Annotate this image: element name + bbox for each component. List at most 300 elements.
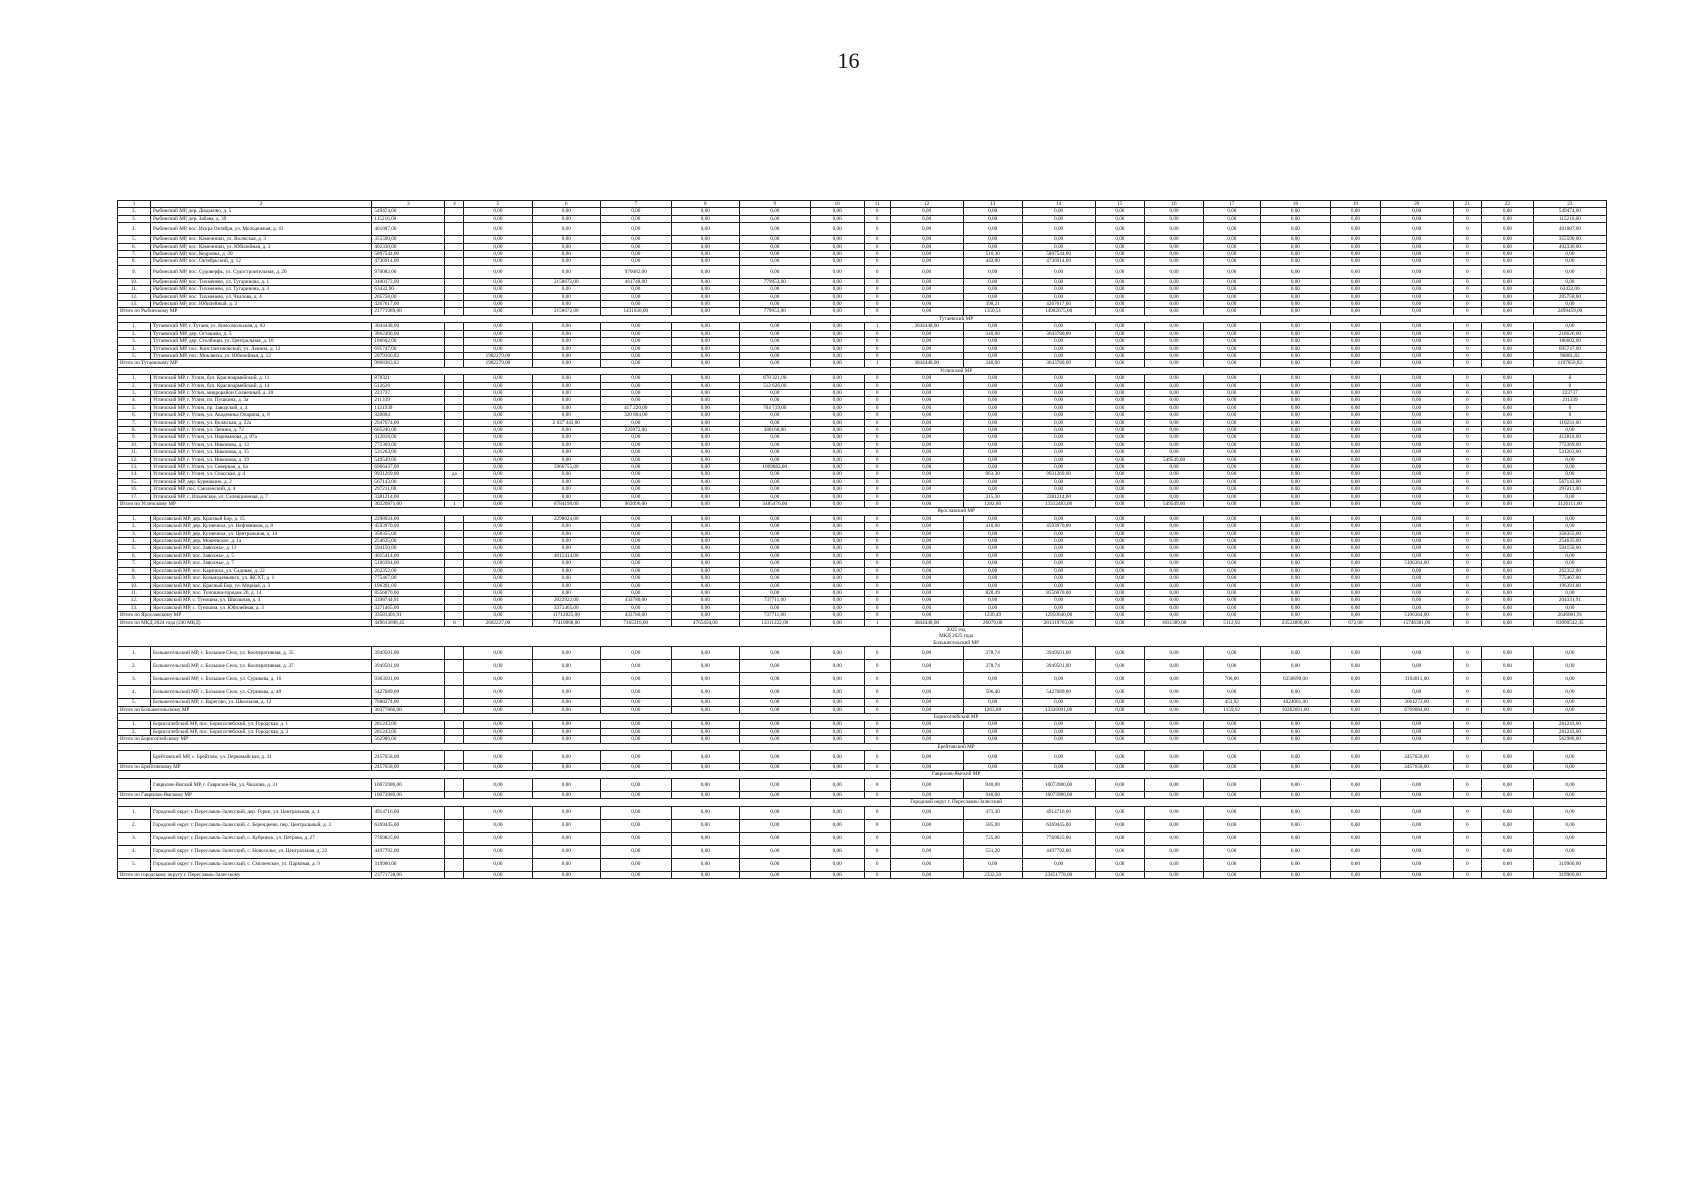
cell: 254635,00 <box>1533 538 1606 545</box>
cell: 0,00 <box>464 858 532 871</box>
cell: 506,40 <box>963 686 1022 699</box>
cell: 0,00 <box>1095 236 1144 243</box>
cell: 0,00 <box>1022 560 1095 567</box>
cell: 0,00 <box>1533 660 1606 673</box>
cell: 0,00 <box>810 338 864 345</box>
cell: 0,00 <box>464 523 532 530</box>
section-spacer <box>118 626 891 633</box>
table-row <box>118 251 1607 258</box>
cell: 0,00 <box>1533 706 1606 713</box>
cell: 0,00 <box>1022 375 1095 382</box>
cell: 0,00 <box>739 493 810 500</box>
cell: 0 <box>864 706 890 713</box>
cell: 12950040,00 <box>1022 612 1095 619</box>
cell: 549549,00 <box>372 456 445 463</box>
cell: 23524890,00 <box>1260 619 1331 626</box>
cell: 4765450,00 <box>671 619 739 626</box>
cell: 0,00 <box>1095 397 1144 404</box>
cell: 0,00 <box>600 330 671 337</box>
cell <box>445 215 464 222</box>
cell: 0,00 <box>1022 215 1095 222</box>
cell: 0,00 <box>600 806 671 819</box>
cell: 0,00 <box>810 412 864 419</box>
cell: 0 <box>1453 441 1481 448</box>
cell: 0,00 <box>532 265 600 278</box>
cell: 0,00 <box>1203 338 1260 345</box>
cell: 0,00 <box>963 441 1022 448</box>
cell <box>445 208 464 215</box>
cell: 0,00 <box>1481 819 1533 832</box>
row-number: 16. <box>118 486 151 493</box>
cell: 0,00 <box>739 293 810 300</box>
cell: 0,00 <box>1260 545 1331 552</box>
cell: 0,00 <box>739 323 810 330</box>
cell: 0,00 <box>1095 706 1144 713</box>
cell: 0,00 <box>1533 686 1606 699</box>
cell: 0,00 <box>1203 419 1260 426</box>
cell: 0,00 <box>1203 871 1260 878</box>
total-row <box>118 308 1607 315</box>
cell: 4736914,00 <box>1022 258 1095 265</box>
cell: 0 <box>1453 806 1481 819</box>
cell: 223737 <box>372 389 445 396</box>
cell: 0,00 <box>1145 478 1204 485</box>
row-number: 7. <box>118 419 151 426</box>
cell: 0 <box>864 265 890 278</box>
cell: 0 <box>1453 208 1481 215</box>
cell <box>445 375 464 382</box>
cell: 0,00 <box>1481 647 1533 660</box>
cell: 0,00 <box>739 673 810 686</box>
section-heading-row <box>118 743 1607 750</box>
cell: 5106364,00 <box>372 560 445 567</box>
cell: 0,00 <box>1481 699 1533 706</box>
cell: 0,00 <box>1380 293 1453 300</box>
cell: 0,00 <box>1203 345 1260 352</box>
cell: 0,00 <box>600 286 671 293</box>
section-heading: МКД 2025 года <box>890 633 1022 639</box>
cell: 0,00 <box>464 215 532 222</box>
cell: 0,00 <box>890 493 963 500</box>
cell: 0,00 <box>963 515 1022 522</box>
cell: 0,00 <box>810 389 864 396</box>
cell: 0,00 <box>600 382 671 389</box>
address-cell: Ярославский МР, дер. Мокеевское, д. 1а <box>150 538 371 545</box>
cell: 0,00 <box>600 699 671 706</box>
cell: 0,00 <box>1203 764 1260 771</box>
cell: 0,00 <box>671 293 739 300</box>
cell: 0,00 <box>1095 308 1144 315</box>
cell: 0,00 <box>532 582 600 589</box>
cell: 0 <box>864 223 890 236</box>
cell: 0,00 <box>1380 582 1453 589</box>
address-cell: Угличский МР, г. Углич, пр. Заводской, д. 4 <box>150 404 371 411</box>
cell: 0,00 <box>890 764 963 771</box>
cell: 26079,00 <box>963 619 1022 626</box>
cell: 0,00 <box>1203 441 1260 448</box>
cell: 0,00 <box>532 686 600 699</box>
cell: 0,00 <box>1260 251 1331 258</box>
cell: 0,00 <box>671 434 739 441</box>
address-cell: Угличский МР, пос. Смоленский, д. 4 <box>150 486 371 493</box>
cell: 0 <box>1453 251 1481 258</box>
table-row <box>118 286 1607 293</box>
address-cell: Ярославский МР, с. Туношна, ул. Школьная, д. 4 <box>150 597 371 604</box>
cell: 0,00 <box>739 265 810 278</box>
cell: 0,00 <box>1203 845 1260 858</box>
cell: 0,00 <box>1095 567 1144 574</box>
cell: 0,00 <box>1095 456 1144 463</box>
cell: 0,00 <box>1145 706 1204 713</box>
cell: 0,00 <box>1203 647 1260 660</box>
table-row <box>118 471 1607 478</box>
cell: 0,00 <box>810 538 864 545</box>
cell: 4267617,00 <box>372 301 445 308</box>
cell: 0 <box>864 352 890 359</box>
cell: 0,00 <box>464 301 532 308</box>
cell: 0,00 <box>739 236 810 243</box>
cell: 0 <box>1453 301 1481 308</box>
cell: 0 <box>1453 832 1481 845</box>
cell: 0,00 <box>963 464 1022 471</box>
cell: 0,00 <box>1331 208 1380 215</box>
cell: 0,00 <box>600 478 671 485</box>
table-row <box>118 258 1607 265</box>
cell: 0,00 <box>1022 736 1095 743</box>
cell: 0,00 <box>464 647 532 660</box>
cell: 0,00 <box>1022 441 1095 448</box>
cell: 0 <box>864 604 890 611</box>
cell: 0,00 <box>810 375 864 382</box>
cell <box>445 552 464 559</box>
cell: 0,00 <box>671 660 739 673</box>
table-row <box>118 819 1607 832</box>
cell: 0,00 <box>532 258 600 265</box>
cell: 0,00 <box>1095 412 1144 419</box>
cell: 0,00 <box>1331 382 1380 389</box>
cell: 0,00 <box>1095 597 1144 604</box>
cell: 0,00 <box>1260 426 1331 433</box>
cell: 0,00 <box>1095 764 1144 771</box>
cell: 0,00 <box>963 345 1022 352</box>
cell: 0,00 <box>739 338 810 345</box>
cell: 0,00 <box>464 441 532 448</box>
cell: 0,00 <box>1380 330 1453 337</box>
cell: 0,00 <box>464 456 532 463</box>
cell: 0,00 <box>963 278 1022 285</box>
cell: 0,00 <box>963 538 1022 545</box>
cell: 0,00 <box>464 434 532 441</box>
section-spacer <box>118 508 891 515</box>
cell: 0,00 <box>890 530 963 537</box>
cell: 0,00 <box>890 501 963 508</box>
table-row <box>118 456 1607 463</box>
table-row <box>118 582 1607 589</box>
cell: 0,00 <box>1380 660 1453 673</box>
cell: 585,00 <box>963 819 1022 832</box>
table-row <box>118 538 1607 545</box>
cell: 9363501,00 <box>372 673 445 686</box>
cell: 0,00 <box>1203 515 1260 522</box>
column-number: 15 <box>1095 201 1144 208</box>
cell: 0,00 <box>1331 352 1380 359</box>
address-cell: Угличский МР, г. Углич, пл. Пушкина, д. 3а <box>150 397 371 404</box>
address-cell: Угличский МР, с. Ильинское, ул. Селекционная, д. 7 <box>150 493 371 500</box>
cell: 0 <box>1453 397 1481 404</box>
cell: 0,00 <box>739 871 810 878</box>
cell: 0,00 <box>1022 449 1095 456</box>
cell: 0,00 <box>1331 721 1380 728</box>
cell: 0,00 <box>1022 567 1095 574</box>
cell: 512 626,00 <box>739 382 810 389</box>
cell: 4593970,00 <box>1022 523 1095 530</box>
cell: 0,00 <box>890 286 963 293</box>
cell: 0,00 <box>810 397 864 404</box>
row-number: 7. <box>118 560 151 567</box>
cell: 0,00 <box>1260 265 1331 278</box>
cell <box>445 389 464 396</box>
cell: 0 <box>1453 597 1481 604</box>
cell: 0,00 <box>464 478 532 485</box>
cell: 0,00 <box>464 412 532 419</box>
cell: 0,00 <box>890 251 963 258</box>
cell: 0,00 <box>1481 589 1533 596</box>
section-heading: 2025 год <box>890 626 1022 633</box>
cell: 0,00 <box>890 567 963 574</box>
cell: 0,00 <box>1533 751 1606 764</box>
cell: 0,00 <box>1145 449 1204 456</box>
cell: 0,00 <box>1095 345 1144 352</box>
cell: 0,00 <box>1260 567 1331 574</box>
address-cell: Тутаевский МР, пос. Микляиха, ул. Юбилейная, д. 12 <box>150 352 371 359</box>
cell: 0,00 <box>1260 208 1331 215</box>
cell: 0 <box>864 545 890 552</box>
cell: 0,00 <box>1331 323 1380 330</box>
cell: 0 <box>1533 412 1606 419</box>
cell: 410,00 <box>963 523 1022 530</box>
cell: 0,00 <box>963 338 1022 345</box>
cell: 0,00 <box>532 360 600 367</box>
cell: 0,00 <box>890 660 963 673</box>
cell: 0,00 <box>600 660 671 673</box>
cell: 0,00 <box>1331 308 1380 315</box>
cell: 0,00 <box>1481 778 1533 791</box>
cell: 0,00 <box>890 441 963 448</box>
cell: 0,00 <box>963 673 1022 686</box>
row-number: 15. <box>118 478 151 485</box>
cell: 0,00 <box>890 389 963 396</box>
cell: 0,00 <box>1095 523 1144 530</box>
address-cell: Угличский МР, г. Углич, ул. Спасская, д. 4 <box>150 471 371 478</box>
table-row <box>118 647 1607 660</box>
row-number: 11. <box>118 449 151 456</box>
cell: 0,00 <box>1095 323 1144 330</box>
cell: 0,00 <box>600 243 671 250</box>
cell: 9868363,82 <box>372 360 445 367</box>
cell <box>445 545 464 552</box>
cell: 0 <box>864 293 890 300</box>
cell: 0,00 <box>1380 567 1453 574</box>
cell: 0,00 <box>532 478 600 485</box>
cell: 0,00 <box>1203 560 1260 567</box>
cell: 0,00 <box>1203 223 1260 236</box>
cell: 0,00 <box>1481 389 1533 396</box>
cell: 0,00 <box>1145 286 1204 293</box>
cell <box>445 871 464 878</box>
cell: 0,00 <box>1145 382 1204 389</box>
section-spacer <box>118 640 891 647</box>
cell: 0 <box>864 251 890 258</box>
cell: 0,00 <box>1203 215 1260 222</box>
cell: 0,00 <box>739 360 810 367</box>
cell: 0 <box>1453 404 1481 411</box>
cell: 0,00 <box>1022 345 1095 352</box>
table-row <box>118 673 1607 686</box>
cell: 6966437,00 <box>372 464 445 471</box>
cell: 0 <box>864 871 890 878</box>
cell: 3949501,00 <box>372 647 445 660</box>
cell: 0,00 <box>671 545 739 552</box>
cell: 0,00 <box>1331 560 1380 567</box>
cell: 0,00 <box>810 330 864 337</box>
cell: 0,00 <box>1145 545 1204 552</box>
cell: 186602,00 <box>1533 338 1606 345</box>
cell: 0,00 <box>1260 728 1331 735</box>
cell: 0,00 <box>532 412 600 419</box>
cell: 0,00 <box>890 265 963 278</box>
cell: 5106364,00 <box>1380 612 1453 619</box>
cell: 0,00 <box>1533 426 1606 433</box>
cell: 0,00 <box>464 382 532 389</box>
cell: 0,00 <box>1380 441 1453 448</box>
cell: 0,00 <box>1022 582 1095 589</box>
column-number: 2 <box>150 201 371 208</box>
cell: 0,00 <box>1533 493 1606 500</box>
cell: 0,00 <box>532 660 600 673</box>
table-row <box>118 419 1607 426</box>
table-row <box>118 338 1607 345</box>
cell: 315,30 <box>963 493 1022 500</box>
cell <box>445 360 464 367</box>
address-cell: Борисоглебский МР, пос. Борисоглебский, ул. Городская, д. 1 <box>150 721 371 728</box>
cell: 0,00 <box>1095 464 1144 471</box>
cell: 0,00 <box>464 845 532 858</box>
cell: 402330,00 <box>1533 243 1606 250</box>
row-number: 1. <box>118 375 151 382</box>
cell: 211339 <box>1533 397 1606 404</box>
cell: 0,00 <box>810 612 864 619</box>
table-row <box>118 404 1607 411</box>
cell: 0,00 <box>1331 397 1380 404</box>
cell: 0,00 <box>532 345 600 352</box>
cell: 0,00 <box>1145 208 1204 215</box>
cell: 0 <box>1453 308 1481 315</box>
table-row <box>118 699 1607 706</box>
cell: 0 <box>1533 382 1606 389</box>
cell: 5897544,00 <box>372 251 445 258</box>
address-cell: Ярославский МР, пос. Красный Бор, ул. Мирная, д. 3 <box>150 582 371 589</box>
cell: 0,00 <box>671 419 739 426</box>
cell: 531263,00 <box>372 449 445 456</box>
cell: 0,00 <box>1331 736 1380 743</box>
cell: 0,00 <box>1260 449 1331 456</box>
address-cell: Ярославский МР, пос. Козьмодемьянск, ул. ЖСХТ, д. 1 <box>150 575 371 582</box>
cell: 0,00 <box>1331 412 1380 419</box>
cell: 0 <box>1453 389 1481 396</box>
column-number: 17 <box>1203 201 1260 208</box>
cell: 0,00 <box>1260 382 1331 389</box>
cell: 0 <box>1453 523 1481 530</box>
cell: 0,00 <box>739 301 810 308</box>
cell: 0,00 <box>1533 791 1606 798</box>
cell: 0,00 <box>1203 278 1260 285</box>
cell: 706,00 <box>1203 673 1260 686</box>
cell: 0,00 <box>1481 265 1533 278</box>
cell: 0,00 <box>600 721 671 728</box>
cell: 0,00 <box>1203 330 1260 337</box>
cell: 319960,00 <box>1533 858 1606 871</box>
cell: 0,00 <box>890 330 963 337</box>
cell: 0,00 <box>739 243 810 250</box>
cell: 0,00 <box>810 456 864 463</box>
cell: 0 <box>864 791 890 798</box>
cell: 0,00 <box>1095 404 1144 411</box>
cell: 0,00 <box>464 538 532 545</box>
cell: 0,00 <box>963 389 1022 396</box>
cell: 0,00 <box>1380 575 1453 582</box>
cell: 0,00 <box>464 686 532 699</box>
cell <box>445 523 464 530</box>
cell: 0,00 <box>1203 819 1260 832</box>
cell: 0,00 <box>671 530 739 537</box>
row-number: 6. <box>118 412 151 419</box>
cell: 0,00 <box>1380 736 1453 743</box>
cell: 0,00 <box>739 419 810 426</box>
register-sheet <box>117 200 1607 879</box>
cell: 0,00 <box>1331 778 1380 791</box>
total-label: Итого по Ярославскому МР <box>118 612 372 619</box>
cell: 0,00 <box>1380 449 1453 456</box>
cell: 0,00 <box>1331 464 1380 471</box>
table-row <box>118 515 1607 522</box>
table-row <box>118 858 1607 871</box>
cell: 262352,00 <box>1533 567 1606 574</box>
cell: 0 <box>864 434 890 441</box>
cell: 0,00 <box>739 515 810 522</box>
cell: 0,00 <box>1095 486 1144 493</box>
cell: 0,00 <box>1145 419 1204 426</box>
cell: 5112,92 <box>1203 619 1260 626</box>
cell: 0,00 <box>890 464 963 471</box>
cell: 0,00 <box>810 441 864 448</box>
cell: 0 <box>1453 236 1481 243</box>
cell: 0,00 <box>1022 293 1095 300</box>
cell: 0,00 <box>810 360 864 367</box>
cell: 0,00 <box>464 871 532 878</box>
cell: 0,00 <box>1380 552 1453 559</box>
cell <box>445 464 464 471</box>
cell <box>445 575 464 582</box>
cell <box>445 251 464 258</box>
table-row <box>118 728 1607 735</box>
cell: 0 <box>1453 338 1481 345</box>
cell: 0,00 <box>810 278 864 285</box>
cell: 186602,00 <box>372 338 445 345</box>
cell: 0,00 <box>1260 215 1331 222</box>
cell: 5427089,00 <box>1022 686 1095 699</box>
cell: 0,00 <box>1095 538 1144 545</box>
cell: 0,00 <box>1260 575 1331 582</box>
